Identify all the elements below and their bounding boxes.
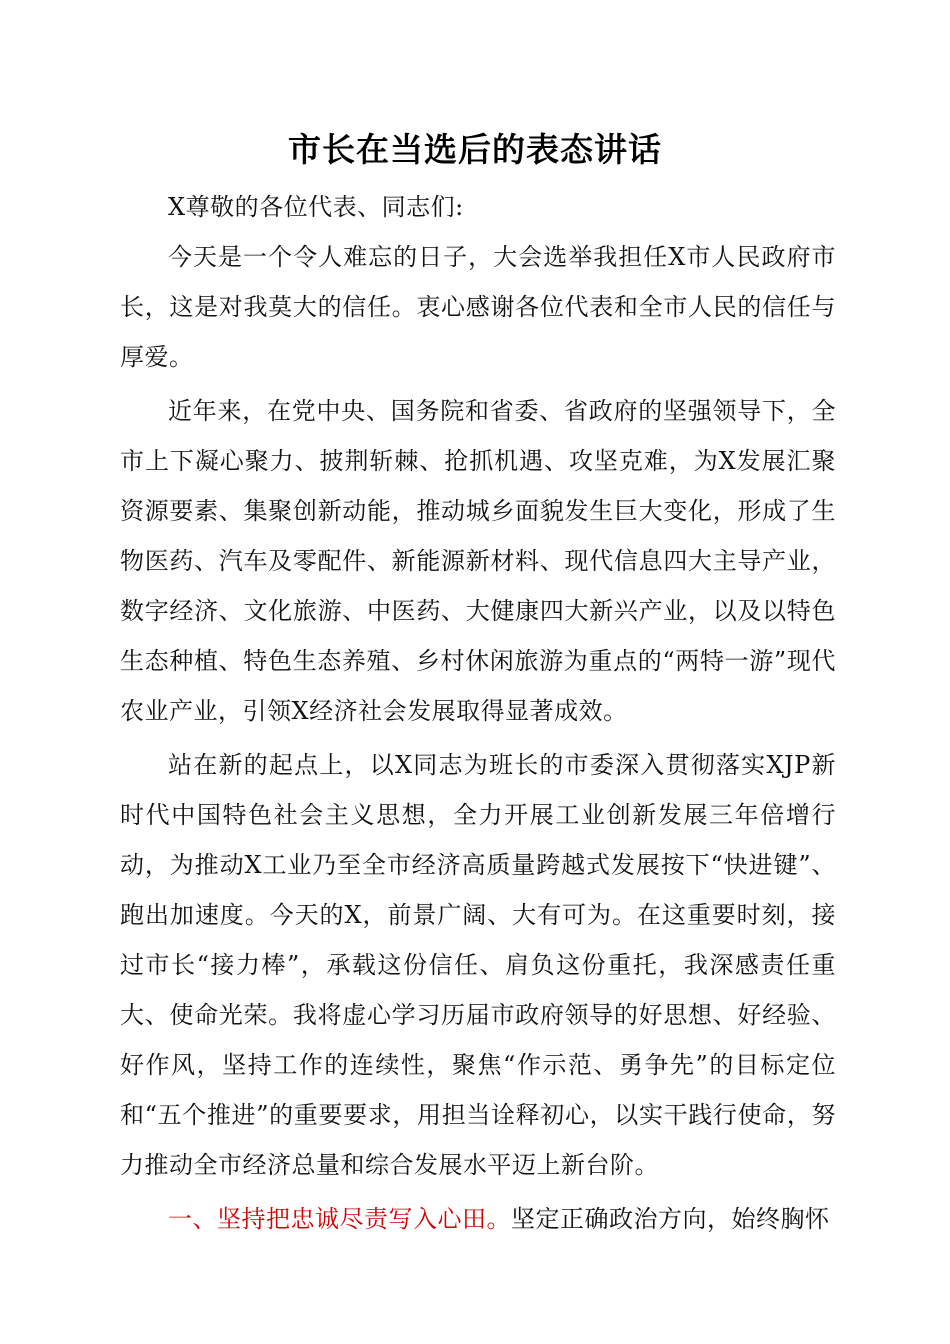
document-body xyxy=(120,182,836,1248)
paragraph-2: 近年来，在党中央、国务院和省委、省政府的坚强领导下，全市上下凝心聚力、披荆斩棘、抢抓机遇、攻坚克难，为X发展汇聚资源要素、集聚创新动能，推动城乡面貌发生巨大变化，形成了生物医药、汽车及零配件、新能源新材料、现代信息四大主导产业，数字经济、文化旅游、中医药、大健康四大新兴产业，以及以特色生态种植、特色生态养殖、乡村休闲旅游为重点的“两特一游”现代农业产业，引领X经济社会发展取得显著成效。 xyxy=(120,397,836,725)
section-1-heading: 一、坚持把忠诚尽责写入心田。 xyxy=(168,1205,511,1233)
section-1-text: 坚定正确政治方向，始终胸怀 xyxy=(511,1205,830,1233)
salutation: X尊敬的各位代表、同志们: xyxy=(168,193,464,221)
paragraph-1: 今天是一个令人难忘的日子，大会选举我担任X市人民政府市长，这是对我莫大的信任。衷心感谢各位代表和全市人民的信任与厚爱。 xyxy=(120,243,836,371)
document-title: 市长在当选后的表态讲话 xyxy=(288,130,662,169)
section-1-paragraph xyxy=(120,1194,836,1244)
paragraph-3: 站在新的起点上，以X同志为班长的市委深入贯彻落实XJP新时代中国特色社会主义思想，全力开展工业创新发展三年倍增行动，为推动X工业乃至全市经济高质量跨越式发展按下“快进键”、跑出加速度。今天的X，前景广阔、大有可为。在这重要时刻，接过市长“接力棒”，承载这份信任、肩负这份重托，我深感责任重大、使命光荣。我将虚心学习历届市政府领导的好思想、好经验、好作风，坚持工作的连续性，聚焦“作示范、勇争先”的目标定位和“五个推进”的重要要求，用担当诠释初心，以实干践行使命，努力推动全市经济总量和综合发展水平迈上新台阶。 xyxy=(120,751,836,1179)
